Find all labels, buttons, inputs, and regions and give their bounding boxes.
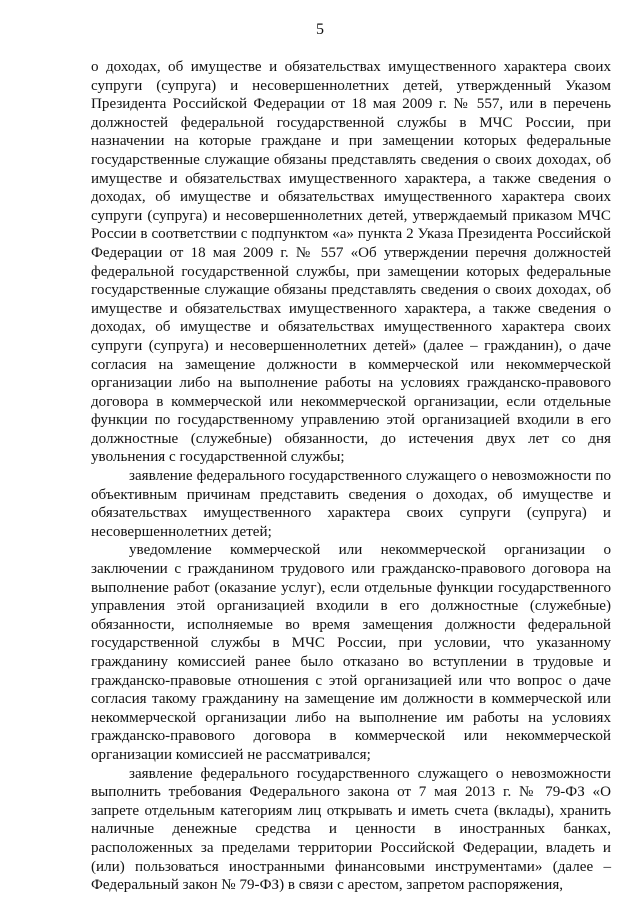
document-body	[91, 58, 611, 895]
paragraph-statement-law-79fz: заявление федерального государственного служащего о невозможности выполнить требования Федерального закона от 7 мая 2013 г. № 79-ФЗ «О запрете отдельным категориям лиц открывать и иметь счета (вклады), хранить наличные денежные средства и ценности в иностранных банках, расположенных за пределами территории Российской Федерации, владеть и (или) пользоваться иностранными финансовыми инструментами» (далее – Федеральный закон № 79-ФЗ) в связи с арестом, запретом распоряжения,	[91, 765, 611, 894]
page-number: 5	[316, 21, 324, 38]
paragraph-organization-notification: уведомление коммерческой или некоммерческой организации о заключении с гражданином трудового или гражданско-правового договора на выполнение работ (оказание услуг), если отдельные функции государственного управления этой организацией входили в его должностные (служебные) обязанности, исполняемые во время замещения должности федеральной государственной службы в МЧС России, при условии, что указанному гражданину комиссией ранее было отказано во вступлении в трудовые и гражданско-правовые отношения с этой организацией или что вопрос о даче согласия такому гражданину на замещение им должности в коммерческой или некоммерческой организации либо на выполнение им работы на условиях гражданско-правового договора в коммерческой или некоммерческой организации комиссией не рассматривался;	[91, 542, 611, 763]
paragraph-continuation: о доходах, об имуществе и обязательствах имущественного характера своих супруги (супруга) и несовершеннолетних детей, утвержденный Указом Президента Российской Федерации от 18 мая 2009 г. № 557, или в перечень должностей федеральной государственной службы в МЧС России, при назначении на которые граждане и при замещении которых федеральные государственные служащие обязаны представлять сведения о своих доходах, об имуществе и обязательствах имущественного характера, а также сведения о доходах, об имуществе и обязательствах имущественного характера своих супруги (супруга) и несовершеннолетних детей, утверждаемый приказом МЧС России в соответствии с подпунктом «а» пункта 2 Указа Президента Российской Федерации от 18 мая 2009 г. № 557 «Об утверждении перечня должностей федеральной государственной службы, при замещении которых федеральные государственные служащие обязаны представлять сведения о своих доходах, об имуществе и обязательствах имущественного характера, а также сведения о доходах, об имуществе и обязательствах имущественного характера своих супруги (супруга) и несовершеннолетних детей» (далее – гражданин), о даче согласия на замещение должности в коммерческой или некоммерческой организации либо на выполнение работы на условиях гражданско-правового договора в коммерческой или некоммерческой организации, если отдельные функции по государственному управлению этой организацией входили в его должностные (служебные) обязанности, до истечения двух лет со дня увольнения с государственной службы;	[91, 59, 611, 466]
paragraph-statement-impossibility-info: заявление федерального государственного служащего о невозможности по объективным причинам представить сведения о доходах, об имуществе и обязательствах имущественного характера своих супруги (супруга) и несовершеннолетних детей;	[91, 468, 611, 540]
